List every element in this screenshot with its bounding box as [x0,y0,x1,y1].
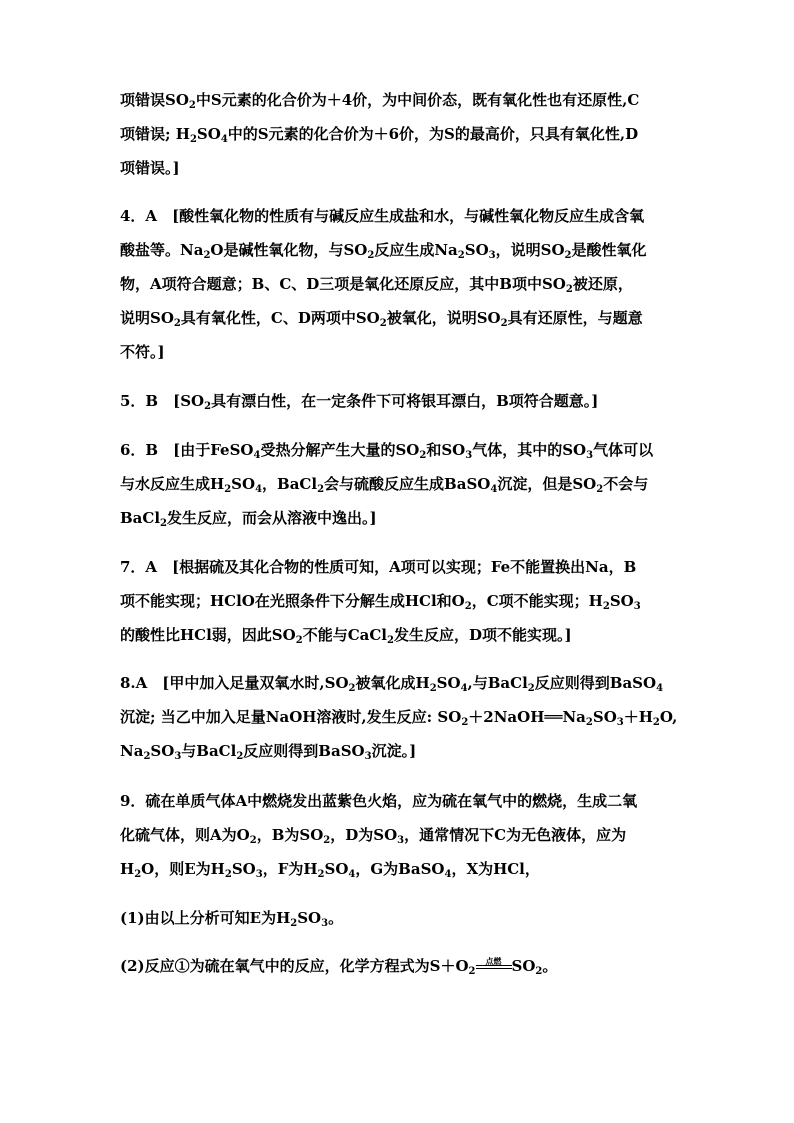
text-line: 4．A [酸性氧化物的性质有与碱反应生成盐和水，与碱性氧化物反应生成含氧 [120,207,645,225]
text-line: 8.A [甲中加入足量双氧水时$,SO_2$被氧化成$H_2SO_4$,与BaCl$_2$反应则得到BaSO$_4$ [120,674,664,694]
text-line: BaCl$_2$发生反应，而会从溶液中逸出。] [120,509,377,529]
text-line: 项错误; $H_2SO_4$中的S元素的化合价为＋6价，为S的最高价，只具有氧化性,D [120,125,639,145]
text-line: 化硫气体，则A为$O_2$，B为$SO_2$，D为$SO_3$，通常情况下C为无色液体，应为 [120,826,627,846]
text-line: 项错误。] [120,159,180,177]
text-line: 沉淀; 当乙中加入足量NaOH溶液时,发生反应: $SO_2+2NaOH══Na_2SO_3+H_2O$, [120,708,678,728]
text-line: 项错误$SO_2$中S元素的化合价为＋4价，为中间价态，既有氧化性也有还原性,C [120,91,640,111]
text-line: $Na_2SO_3$与BaCl$_2$反应则得到BaSO$_3$沉淀。] [120,742,417,762]
text-line: 不符。] [120,343,165,361]
text-line: 9．硫在单质气体A中燃烧发出蓝紫色火焰，应为硫在氧气中的燃烧，生成二氧 [120,792,638,810]
text-line: 7．A [根据硫及其化合物的性质可知，A项可以实现；Fe不能置换出Na，B [120,558,637,576]
text-line: 项不能实现；HClO在光照条件下分解生成HCl和$O_2$，C项不能实现；$H_2SO_3$ [120,592,641,612]
text-line: 5．B [$SO_2$具有漂白性，在一定条件下可将银耳漂白，B项符合题意。] [120,392,599,412]
text-line: 与水反应生成$H_2SO_4$，BaCl$_2$会与硫酸反应生成BaSO$_4$沉淀，但是$SO_2$不会与 [120,475,649,495]
text-line: 酸盐等。$Na_2O$是碱性氧化物，与$SO_2$反应生成$Na_2SO_3$，说明$SO_2$是酸性氧化 [120,241,647,261]
text-line: $H_2O$，则E为$H_2SO_3$，F为$H_2SO_4$，G为BaSO$_4$，X为HCl， [120,860,540,880]
text-line: 物，A项符合题意；B、C、D三项是氧化还原反应，其中B项中$SO_2$被还原， [120,275,633,295]
text-line: (2)反应①为硫在氧气中的反应，化学方程式为$S+O_2$ 点燃 $SO_2$。 [120,956,558,977]
text-line: 6．B [由于FeSO$_4$受热分解产生大量的$SO_2$和$SO_3$气体，其中的$SO_3$气体可以 [120,441,654,461]
text-line: 的酸性比HCl弱，因此$SO_2$不能与CaCl$_2$发生反应，D项不能实现。] [120,626,572,646]
text-line: 说明$SO_2$具有氧化性，C、D两项中$SO_2$被氧化，说明$SO_2$具有还原性，与题意 [120,309,643,329]
text-line: (1)由以上分析可知E为$H_2SO_3$。 [120,909,344,929]
